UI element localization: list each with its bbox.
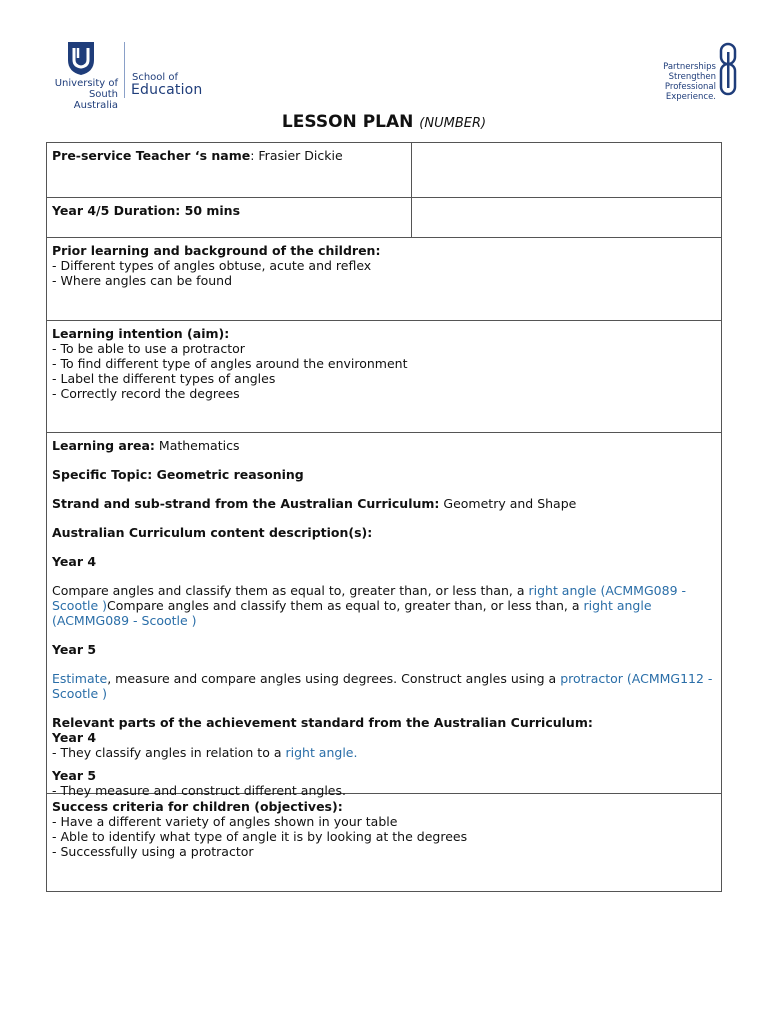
teacher-name: Frasier Dickie: [258, 148, 343, 163]
success-item: - Able to identify what type of angle it is by looking at the degrees: [52, 829, 468, 844]
estimate-link[interactable]: Estimate: [52, 671, 108, 686]
prior-item: - Where angles can be found: [52, 273, 233, 288]
content-description-heading: Australian Curriculum content description(s):: [52, 525, 373, 540]
psp-line-2: Strengthen: [668, 72, 716, 82]
success-criteria-row: [47, 794, 721, 891]
intention-item: - Label the different types of angles: [52, 371, 276, 386]
intention-item: - To be able to use a protractor: [52, 341, 245, 356]
learning-intention-heading: Learning intention (aim):: [52, 326, 230, 341]
psp-line-3: Professional: [664, 82, 716, 92]
psp-line-1: Partnerships: [663, 62, 716, 72]
unisa-wordmark: [44, 78, 118, 111]
prior-item: - Different types of angles obtuse, acute and reflex: [52, 258, 372, 273]
prior-learning-heading: Prior learning and background of the children:: [52, 243, 381, 258]
psp-wordmark: [626, 62, 716, 102]
education-label: Education: [131, 82, 203, 98]
lesson-plan-table: [46, 142, 722, 892]
curriculum-row: [47, 433, 721, 798]
year-duration-cell: [47, 198, 412, 237]
year-duration-text: Year 4/5 Duration: 50 mins: [52, 203, 241, 218]
strand-label: Strand and sub-strand from the Australian Curriculum:: [52, 496, 440, 511]
success-item: - Successfully using a protractor: [52, 844, 254, 859]
achievement-year4-heading: Year 4: [52, 730, 97, 745]
learning-area-label: Learning area:: [52, 438, 155, 453]
teacher-separator: :: [250, 148, 259, 163]
acmmg112-link[interactable]: protractor (ACMMG112 - Scootle ): [52, 671, 713, 701]
right-angle-link[interactable]: right angle.: [285, 745, 358, 760]
title-main: LESSON PLAN: [281, 112, 414, 132]
success-item: - Have a different variety of angles shown in your table: [52, 814, 398, 829]
achievement-year4-text: - They classify angles in relation to a right angle.: [52, 745, 358, 760]
school-of-label: School of: [132, 72, 179, 83]
achievement-year5-heading: Year 5: [52, 768, 97, 783]
teacher-label: Pre-service Teacher ‘s name: [52, 148, 251, 163]
page-header: [0, 0, 768, 110]
intention-item: - Correctly record the degrees: [52, 386, 240, 401]
unisa-line-2: South Australia: [73, 89, 118, 111]
psp-mark-icon: [718, 42, 738, 100]
psp-line-4: Experience.: [665, 92, 716, 102]
year-duration-empty-cell: [412, 198, 721, 237]
success-criteria-heading: Success criteria for children (objectives):: [52, 799, 343, 814]
learning-area-value: Mathematics: [154, 438, 240, 453]
unisa-logo: [44, 40, 204, 111]
teacher-cell: [47, 143, 412, 197]
acmmg089-link[interactable]: right angle (ACMMG089 - Scootle ): [52, 583, 687, 613]
teacher-empty-cell: [412, 143, 721, 197]
content-year4-heading: Year 4: [52, 554, 97, 569]
prior-learning-row: [47, 238, 721, 321]
specific-topic: Specific Topic: Geometric reasoning: [52, 467, 304, 482]
year-duration-row: [47, 198, 721, 238]
strand-value: Geometry and Shape: [439, 496, 577, 511]
acmmg089-link-2[interactable]: right angle (ACMMG089 - Scootle ): [52, 598, 652, 628]
intention-item: - To find different type of angles around the environment: [52, 356, 408, 371]
title-sub: (NUMBER): [419, 116, 487, 131]
page-title: [0, 112, 768, 132]
teacher-row: [47, 143, 721, 198]
logo-divider: [124, 42, 125, 98]
achievement-standard-heading: Relevant parts of the achievement standard from the Australian Curriculum:: [52, 715, 593, 730]
psp-logo: [638, 40, 738, 102]
unisa-line-1: University of: [54, 78, 118, 89]
content-year4-text: Compare angles and classify them as equal to, greater than, or less than, a right angle (ACMMG089 - Scootle )Compare angles and classify them as equal to, greater than, or less than, a right angle (ACMMG089 - Scootle ): [52, 583, 687, 628]
learning-intention-row: [47, 321, 721, 433]
achievement-year5-text: - They measure and construct different angles.: [52, 783, 346, 798]
unisa-crest-icon: [66, 40, 96, 76]
content-year5-heading: Year 5: [52, 642, 97, 657]
content-year5-text: Estimate, measure and compare angles using degrees. Construct angles using a protractor (ACMMG112 - Scootle ): [52, 671, 713, 701]
